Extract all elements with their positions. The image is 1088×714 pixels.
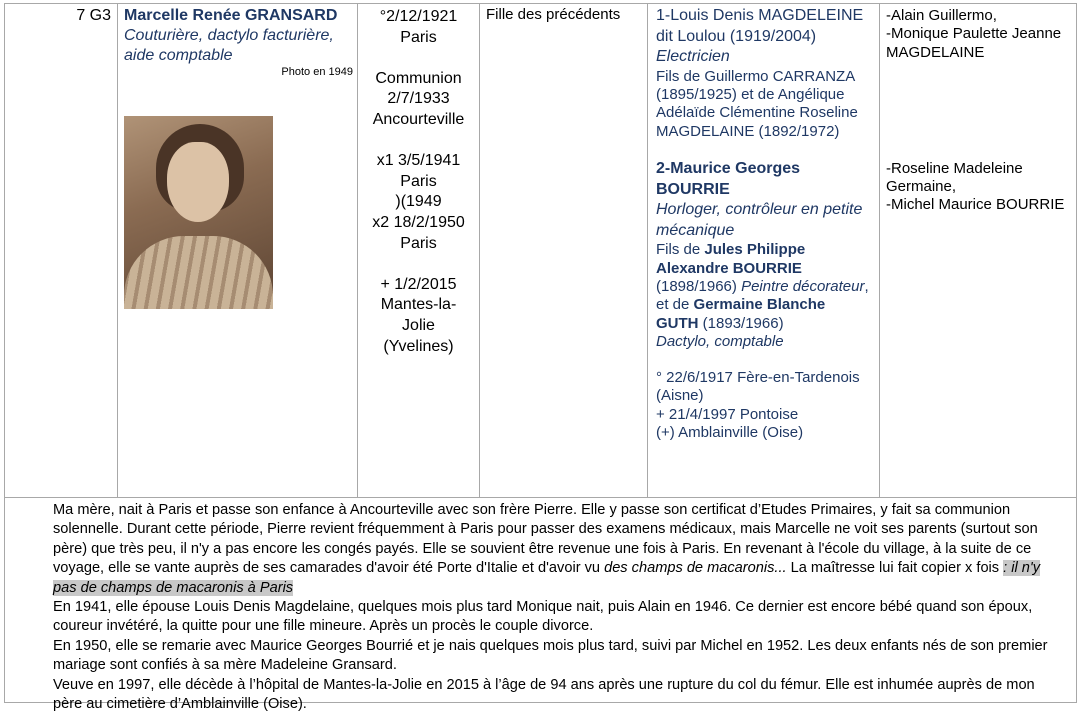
father-job: Peintre décorateur <box>741 277 865 295</box>
row-divider <box>4 497 1077 498</box>
communion-date: 2/7/1933 <box>387 90 450 108</box>
person-name: Marcelle Renée GRANSARD <box>124 7 338 24</box>
death-place-line1: Mantes-la- <box>380 296 457 314</box>
biography-text <box>53 501 1053 714</box>
person-cell <box>118 3 358 497</box>
story-p1-a: Ma mère, nait à Paris et passe son enfance à Ancourteville avec son frère Pierre. Elle y passe son certificat d’Etudes Primaires, y fait sa communion solennelle. Durant cette période, Pierre revient fréquemment à Paris pour passer des examens médicaux, mais Marcelle ne voit ses parents (surtout son père) que très peu, il n'y a pas encore les congés payés. Elle se souvient être revenue une fois à Paris. En revenant à l'école du village, à la suite de ce voyage, elle se vante auprès de ses camarades d'avoir été Porte d'Italie et d'avoir vu <box>53 502 1038 577</box>
children-cell <box>880 3 1077 497</box>
story-paragraph-4: Veuve en 1997, elle décède à l’hôpital de Mantes-la-Jolie en 2015 à l’âge de 94 ans après une rupture du col du fémur. Elle est inhumée auprès de mon père au cimetière d’Amblainville (Oise). <box>53 676 1035 713</box>
child2-b: -Michel Maurice BOURRIE <box>886 196 1065 214</box>
story-paragraph-1 <box>53 501 1053 598</box>
story-p1-italic: des champs de macaronis... <box>604 560 787 577</box>
spouse2-death: + 21/4/1997 Pontoise <box>656 405 799 423</box>
child1-a: -Alain Guillermo, <box>886 7 997 24</box>
spouse2-birth: ° 22/6/1917 Fère-en-Tardenois (Aisne) <box>656 369 860 405</box>
child1-b: -Monique Paulette Jeanne MAGDELAINE <box>886 25 1062 61</box>
story-p1-highlight: : il n'y pas de champs de macaronis à Paris <box>53 560 1041 596</box>
birth-date: °2/12/1921 <box>379 8 458 25</box>
spouse1-parents: Fils de Guillermo CARRANZA (1895/1925) et de Angélique Adélaïde Clémentine Roseline MAGDELAINE (1892/1972) <box>656 67 858 140</box>
spouse2-burial: (+) Amblainville (Oise) <box>656 424 804 442</box>
spouse1-name: 1-Louis Denis MAGDELEINE dit Loulou (1919/2004) <box>656 7 864 45</box>
communion-label: Communion <box>375 69 462 87</box>
mother-years: (1893/1966) <box>702 314 784 332</box>
parents-prefix: Fils de <box>656 241 705 259</box>
relation-cell <box>480 3 648 497</box>
death-place-line2: Jolie <box>402 316 435 334</box>
person-profession: Couturière, dactylo facturière, aide comptable <box>124 27 334 64</box>
spouse2-parents <box>656 241 871 351</box>
spouse2-profession: Horloger, contrôleur en petite mécanique <box>656 201 863 239</box>
father-years: (1898/1966) <box>656 277 737 295</box>
divorce1-date: )(1949 <box>395 193 442 211</box>
father-name: Jules Philippe Alexandre BOURRIE <box>656 241 806 277</box>
and-text: , et de <box>656 277 869 314</box>
marriage1-place: Paris <box>400 172 437 190</box>
story-p1-b: La maîtresse lui fait copier x fois <box>786 560 1004 577</box>
generation-label: 7 G3 <box>76 7 111 24</box>
portrait-photo <box>124 116 273 309</box>
death-date: + 1/2/2015 <box>380 275 457 293</box>
mother-name: Germaine Blanche GUTH <box>656 296 826 332</box>
communion-place: Ancourteville <box>372 110 465 128</box>
mother-job: Dactylo, comptable <box>656 332 784 350</box>
story-paragraph-3: En 1950, elle se remarie avec Maurice Georges Bourrié et je nais quelques mois plus tard, suivi par Michel en 1952. Les deux enfants nés de son premier mariage sont confiés à sa mère Madeleine Gransard. <box>53 637 1048 674</box>
marriage2-date: x2 18/2/1950 <box>372 213 465 231</box>
death-place-line3: (Yvelines) <box>383 337 454 355</box>
relation-text: Fille des précédents <box>486 6 621 23</box>
generation-cell <box>4 3 118 497</box>
marriage2-place: Paris <box>400 234 437 252</box>
spouse1-profession: Electricien <box>656 48 730 66</box>
marriage1-date: x1 3/5/1941 <box>376 152 461 170</box>
spouses-cell <box>648 3 880 497</box>
photo-caption: Photo en 1949 <box>281 66 353 78</box>
spouse2-name: 2-Maurice Georges BOURRIE <box>656 159 801 198</box>
child2-a: -Roseline Madeleine Germaine, <box>886 159 1023 196</box>
story-paragraph-2: En 1941, elle épouse Louis Denis Magdelaine, quelques mois plus tard Monique nait, puis Alain en 1946. Ce dernier est encore bébé quand son époux, coureur invétéré, la quitte pour une fille mineure. Après un procès le couple divorce. <box>53 599 1033 635</box>
birth-place: Paris <box>400 28 437 46</box>
dates-cell <box>358 3 480 497</box>
